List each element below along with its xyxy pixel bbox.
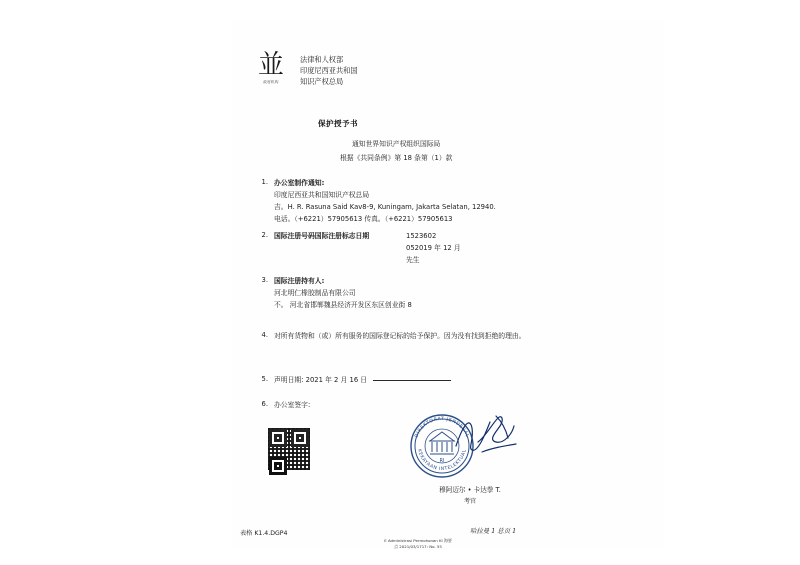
declaration-date: 声明日期: 2021 年 2 月 16 日 xyxy=(274,376,368,384)
section-heading: 办公室签字: xyxy=(274,401,311,409)
footer-system-stamp xyxy=(318,538,518,550)
section-number: 3. xyxy=(261,276,268,284)
section-heading: 国际注册持有人: xyxy=(274,277,325,285)
section-registration-number xyxy=(254,231,594,267)
section-number: 1. xyxy=(261,178,268,186)
section-heading: 办公室制作通知: xyxy=(274,179,325,187)
letterhead-line-3: 知识产权总局 xyxy=(300,77,344,87)
document-title: 保护授予书 xyxy=(318,119,358,128)
logo-caption: 政府机构 xyxy=(263,80,279,84)
section-number: 5. xyxy=(261,375,268,383)
signer-role: 考官 xyxy=(463,498,477,505)
document-subtitle-2: 根据《共同条例》第 18 条第（1）款 xyxy=(340,154,453,162)
footer-form-code: 表格 K1.4.DGP4 xyxy=(240,530,288,537)
footer-stamp-line-1: E Administrasi Permohonan KI 海要 xyxy=(384,538,452,543)
office-name: 印度尼西亚共和国知识产权总局 xyxy=(274,190,370,199)
section-heading: 国际注册号码国际注册标志日期 xyxy=(274,232,370,240)
section-number: 6. xyxy=(261,400,268,408)
logo-glyph-icon: 並 xyxy=(257,50,284,80)
footer-stamp-line-2: 点 2021/03/1717: No. 55 xyxy=(394,543,442,549)
holder-address: 不。 河北省邯郸魏县经济开发区东区创业街 8 xyxy=(274,300,412,309)
holder-name: 河北明仁橡胶制品有限公司 xyxy=(274,288,356,297)
section-office-signature xyxy=(254,400,594,412)
section-protection-statement xyxy=(254,331,604,343)
qr-code-finder-icon xyxy=(269,457,287,475)
section-number: 2. xyxy=(261,231,268,239)
svg-text:RI: RI xyxy=(439,458,445,464)
registration-number-value: 1523602 xyxy=(406,232,437,240)
document-subtitle-1: 通知世界知识产权组织国际局 xyxy=(352,140,441,148)
signer-name: 穆阿迈尔 • 卡达拳 T. xyxy=(439,486,501,494)
svg-text:KEKAYAAN INTELEKTUAL: KEKAYAAN INTELEKTUAL xyxy=(416,448,468,473)
letterhead-line-1: 法律和人权部 xyxy=(300,55,344,64)
section-heading: 对所有货物和（或）所有服务的国际登记标的给予保护。因为没有找到拒绝的理由。 xyxy=(274,332,526,340)
handwritten-signature xyxy=(452,412,522,458)
section-office-notice xyxy=(254,178,594,226)
footer-page-number: 哈拉曼 1 总页 1 xyxy=(470,527,517,535)
ministry-logo xyxy=(254,52,288,85)
section-holder xyxy=(254,276,594,312)
office-address: 吉。H. R. Rasuna Said Kav8-9, Kuningam, Jakarta Selatan, 12940. xyxy=(274,202,496,211)
letterhead-text xyxy=(300,52,358,87)
section-number: 4. xyxy=(261,331,268,339)
letterhead-line-2: 印度尼西亚共和国 xyxy=(300,66,358,76)
date-underline xyxy=(373,379,451,381)
office-contact: 电话。（+6221）57905613 传真。（+6221）57905613 xyxy=(274,214,453,223)
svg-text:DIREKTORAT JENDERAL: DIREKTORAT JENDERAL xyxy=(414,416,470,439)
registration-extra-value: 先生 xyxy=(406,255,420,264)
registration-date-value: 052019 年 12 月 xyxy=(406,243,461,252)
letterhead xyxy=(254,52,584,87)
section-declaration-date xyxy=(254,375,594,387)
